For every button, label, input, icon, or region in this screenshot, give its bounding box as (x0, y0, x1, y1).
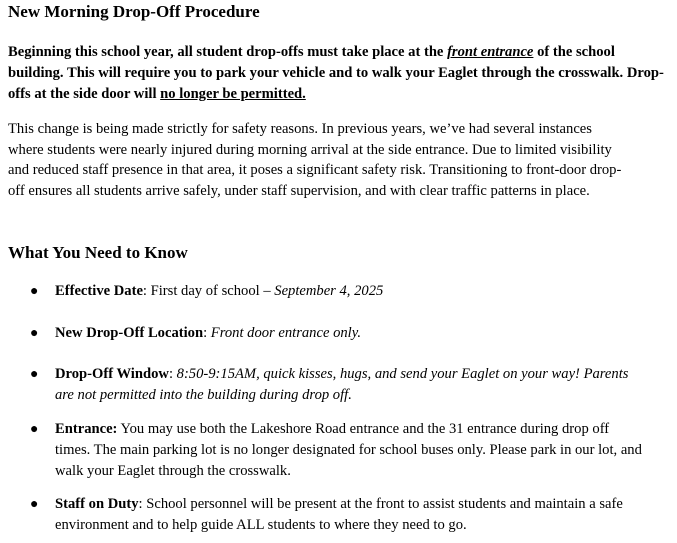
intro-text-2: of the school building. This will require you to park your vehicle and to walk your Eaglet through the crosswalk. Drop-offs at the side door will (8, 44, 664, 102)
list-item-body (55, 494, 645, 536)
bullet-icon: ● (30, 284, 39, 299)
intro-emphasis-front-entrance: front entrance (447, 44, 534, 60)
intro-text-1: Beginning this school year, all student drop-offs must take place at the (8, 44, 448, 60)
safety-paragraph: This change is being made strictly for safety reasons. In previous years, we’ve had several instances where students were nearly injured during morning arrival at the side entrance. Due to limited visibility and reduced staff presence in that area, it poses a significant safety risk. Transitioning to front-door drop-off ensures all students arrive safely, under staff supervision, and with clear traffic patterns in place. (8, 121, 622, 199)
list-item-text: You may use both the Lakeshore Road entrance and the 31 entrance during drop off times. The main parking lot is no longer designated for school buses only. Please park in our lot, and walk your Eaglet through the crosswalk. (55, 421, 642, 479)
list-item-body (55, 323, 645, 344)
intro-underline-no-longer-permitted: no longer be permitted. (160, 86, 306, 102)
intro-paragraph (8, 42, 673, 105)
bullet-icon: ● (30, 497, 39, 512)
list-item-body (55, 281, 645, 302)
bullet-icon: ● (30, 326, 39, 341)
list-item-body (55, 419, 645, 482)
list-item-label: Staff on Duty (55, 496, 139, 512)
list-item-body (55, 364, 645, 406)
list-item-text: School personnel will be present at the front to assist students and maintain a safe environment and to help guide ALL students to where they need to go. (55, 496, 623, 533)
list-item-separator: : First day of school – (142, 283, 275, 299)
list-item-text: September 4, 2025 (274, 283, 384, 299)
list-item-separator: : (138, 496, 147, 512)
section-heading: What You Need to Know (8, 243, 188, 262)
list-item-label: Drop-Off Window (55, 366, 169, 382)
bullet-icon: ● (30, 422, 39, 437)
list-item-separator: : (203, 325, 211, 341)
list-item-separator: : (168, 366, 177, 382)
list-item-text: Front door entrance only. (210, 325, 362, 341)
list-item-label: Effective Date (55, 283, 143, 299)
document-title: New Morning Drop-Off Procedure (8, 2, 260, 21)
list-item-text: 8:50-9:15AM, quick kisses, hugs, and send your Eaglet on your way! Parents are not permitted into the building during drop off. (55, 366, 629, 403)
list-item-label: Entrance: (55, 421, 118, 437)
bullet-icon: ● (30, 367, 39, 382)
list-item-label: New Drop-Off Location (55, 325, 204, 341)
